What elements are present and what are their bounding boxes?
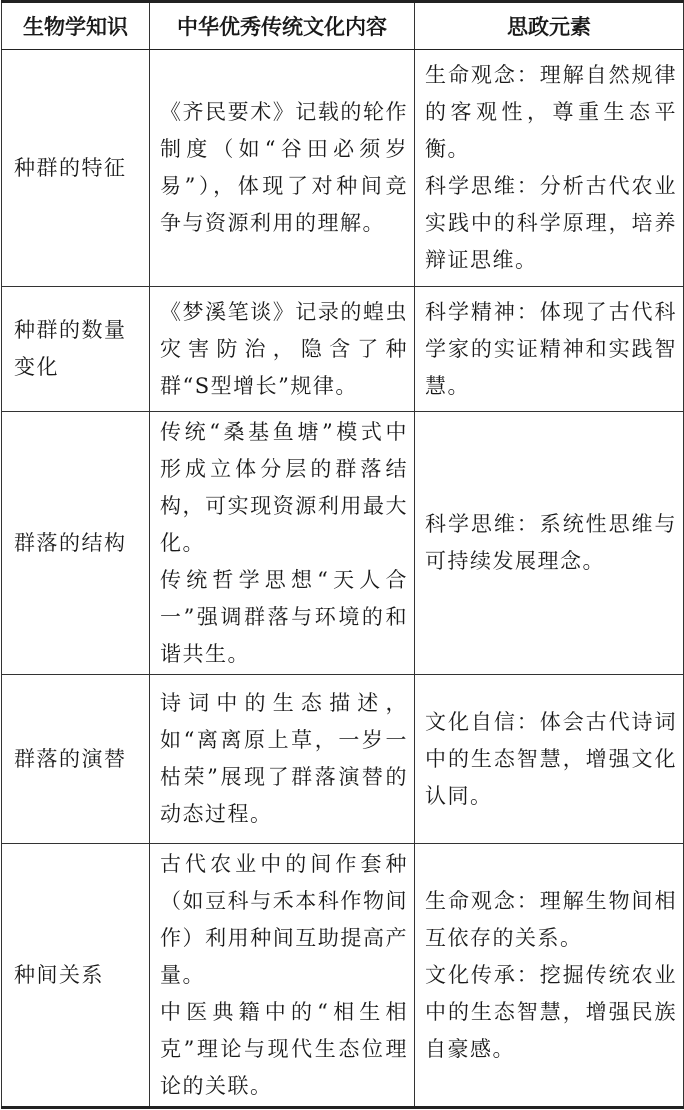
element-text: 科学精神：体现了古代科学家的实证精神和实践智慧。 <box>425 299 677 398</box>
topic-cell: 群落的演替 <box>2 675 150 844</box>
culture-text: 传统哲学思想“天人合一”强调群落与环境的和谐共生。 <box>160 567 408 666</box>
topic-cell: 种群的特征 <box>2 50 150 287</box>
curriculum-table <box>1 0 684 1109</box>
element-text: 文化传承：挖掘传统农业中的生态智慧，增强民族自豪感。 <box>425 962 677 1061</box>
table-row <box>2 50 684 287</box>
element-text: 生命观念：理解自然规律的客观性，尊重生态平衡。 <box>425 63 677 161</box>
element-text: 文化自信：体会古代诗词中的生态智慧，增强文化认同。 <box>425 709 677 808</box>
element-cell <box>415 287 684 412</box>
table-row <box>2 844 684 1108</box>
culture-cell <box>150 675 415 844</box>
element-text: 科学思维：分析古代农业实践中的科学原理，培养辩证思维。 <box>425 174 677 272</box>
culture-cell <box>150 50 415 287</box>
header-traditional-culture: 中华优秀传统文化内容 <box>150 2 415 50</box>
element-cell <box>415 50 684 287</box>
table-header <box>2 2 684 50</box>
culture-text: 古代农业中的间作套种（如豆科与禾本科作物间作）利用种间互助提高产量。 <box>160 851 408 987</box>
element-text: 科学思维：系统性思维与可持续发展理念。 <box>425 512 677 573</box>
culture-text: 《齐民要术》记载的轮作制度（如“谷田必须岁易”），体现了对种间竞争与资源利用的理解。 <box>160 100 408 235</box>
topic-cell: 种群的数量变化 <box>2 287 150 412</box>
header-ideological-elements: 思政元素 <box>415 2 684 50</box>
culture-text: 中医典籍中的“相生相克”理论与现代生态位理论的关联。 <box>160 999 408 1098</box>
culture-cell <box>150 844 415 1108</box>
culture-text: 《梦溪笔谈》记录的蝗虫灾害防治，隐含了种群“S型增长”规律。 <box>160 299 408 398</box>
culture-text: 诗词中的生态描述，如“离离原上草，一岁一枯荣”展现了群落演替的动态过程。 <box>160 691 408 826</box>
table-body <box>2 50 684 1108</box>
header-row <box>2 2 684 50</box>
table-row <box>2 675 684 844</box>
element-cell <box>415 844 684 1108</box>
header-biology-knowledge: 生物学知识 <box>2 2 150 50</box>
topic-cell: 种间关系 <box>2 844 150 1108</box>
topic-cell: 群落的结构 <box>2 412 150 675</box>
element-cell <box>415 412 684 675</box>
element-cell <box>415 675 684 844</box>
element-text: 生命观念：理解生物间相互依存的关系。 <box>425 888 677 950</box>
culture-cell <box>150 412 415 675</box>
table-row <box>2 287 684 412</box>
culture-text: 传统“桑基鱼塘”模式中形成立体分层的群落结构，可实现资源利用最大化。 <box>160 419 408 555</box>
culture-cell <box>150 287 415 412</box>
table-row <box>2 412 684 675</box>
